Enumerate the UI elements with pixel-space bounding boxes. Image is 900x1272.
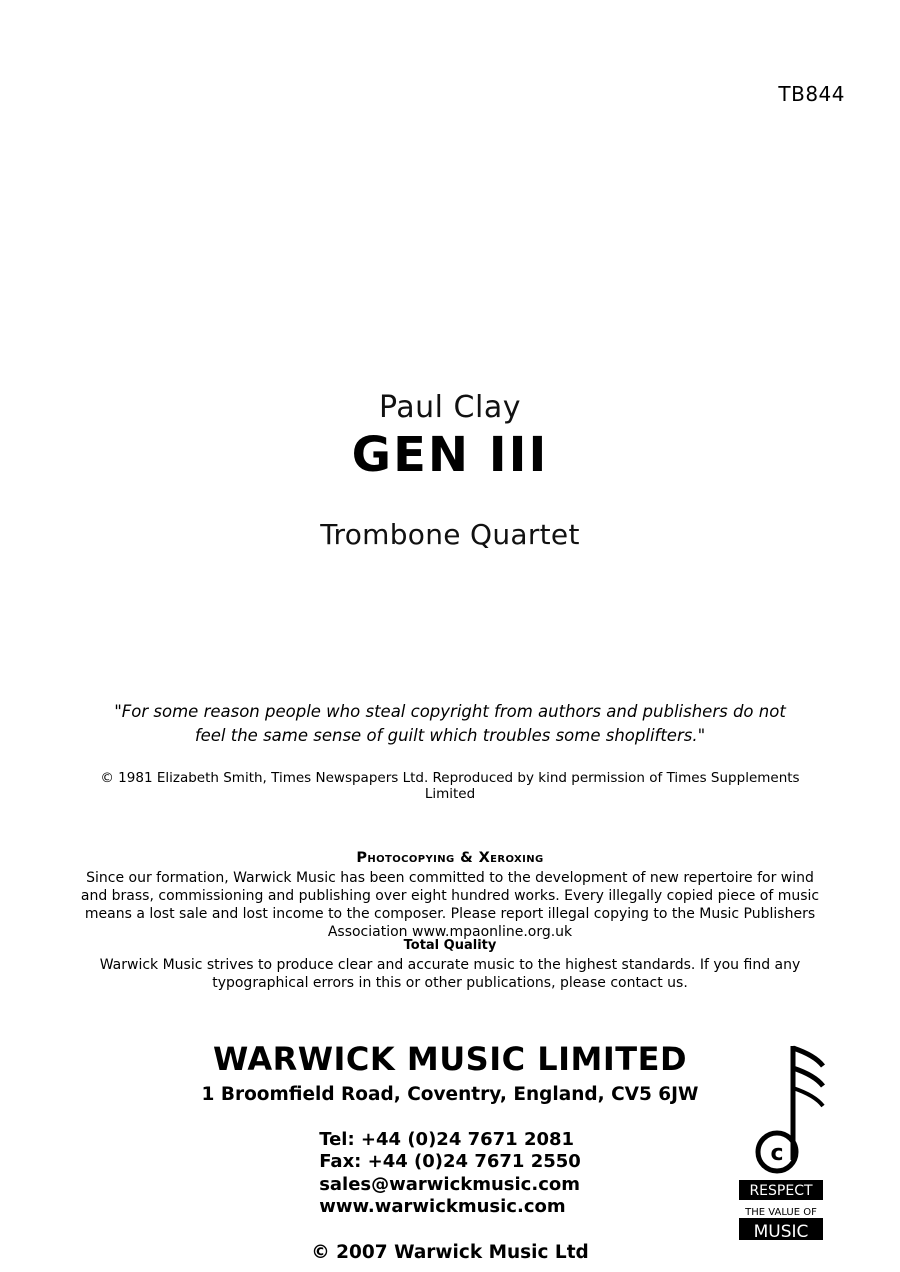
notice-total-quality-heading: Total Quality (403, 938, 497, 953)
publisher-telephone: Tel: +44 (0)24 7671 2081 (319, 1129, 575, 1150)
notice-photocopying-heading: Photocopying & Xeroxing (356, 850, 544, 866)
publisher-contact-details (319, 1129, 581, 1218)
instrumentation: Trombone Quartet (320, 517, 580, 551)
music-note-icon (758, 1046, 823, 1171)
publisher-email[interactable]: sales@warwickmusic.com (319, 1173, 580, 1195)
publisher-website[interactable]: www.warwickmusic.com (319, 1195, 566, 1217)
composer-name: Paul Clay (379, 390, 521, 425)
publisher-name: WARWICK MUSIC LIMITED (212, 1040, 688, 1078)
publisher-copyright: © 2007 Warwick Music Ltd (311, 1242, 589, 1264)
publisher-address: 1 Broomfield Road, Coventry, England, CV5 6JW (201, 1084, 699, 1105)
notice-total-quality-body: Warwick Music strives to produce clear and accurate music to the highest standards. If you find any typographical errors in this or other publications, please contact us. (99, 957, 801, 991)
publisher-fax: Fax: +44 (0)24 7671 2550 (319, 1151, 581, 1173)
quotation-credit: © 1981 Elizabeth Smith, Times Newspapers Ltd. Reproduced by kind permission of Times Supplements Limited (100, 769, 800, 802)
quotation-text: "For some reason people who steal copyright from authors and publishers do not feel the same sense of guilt which troubles some shoplifters." (114, 702, 786, 745)
notice-total-quality (0, 938, 900, 993)
work-title: GEN III (351, 426, 549, 483)
svg-text:c: c (770, 1141, 784, 1166)
title-block (0, 392, 900, 551)
respect-value-of-music-logo (735, 1040, 825, 1240)
respect-logo-line1: RESPECT (749, 1183, 813, 1199)
respect-logo-line2: THE VALUE OF (745, 1207, 817, 1218)
notice-photocopying (0, 850, 900, 942)
quotation-block (0, 700, 900, 802)
notice-photocopying-body: Since our formation, Warwick Music has been committed to the development of new repertoire for wind and brass, commissioning and publishing over eight hundred works. Every illegally copied piece of music means a lost sale and lost income to the composer. Please report illegal copying to the Music Publishers Association www.mpaonline.org.uk (80, 870, 820, 940)
respect-logo-line3: MUSIC (753, 1222, 809, 1240)
catalogue-number: TB844 (778, 82, 845, 106)
